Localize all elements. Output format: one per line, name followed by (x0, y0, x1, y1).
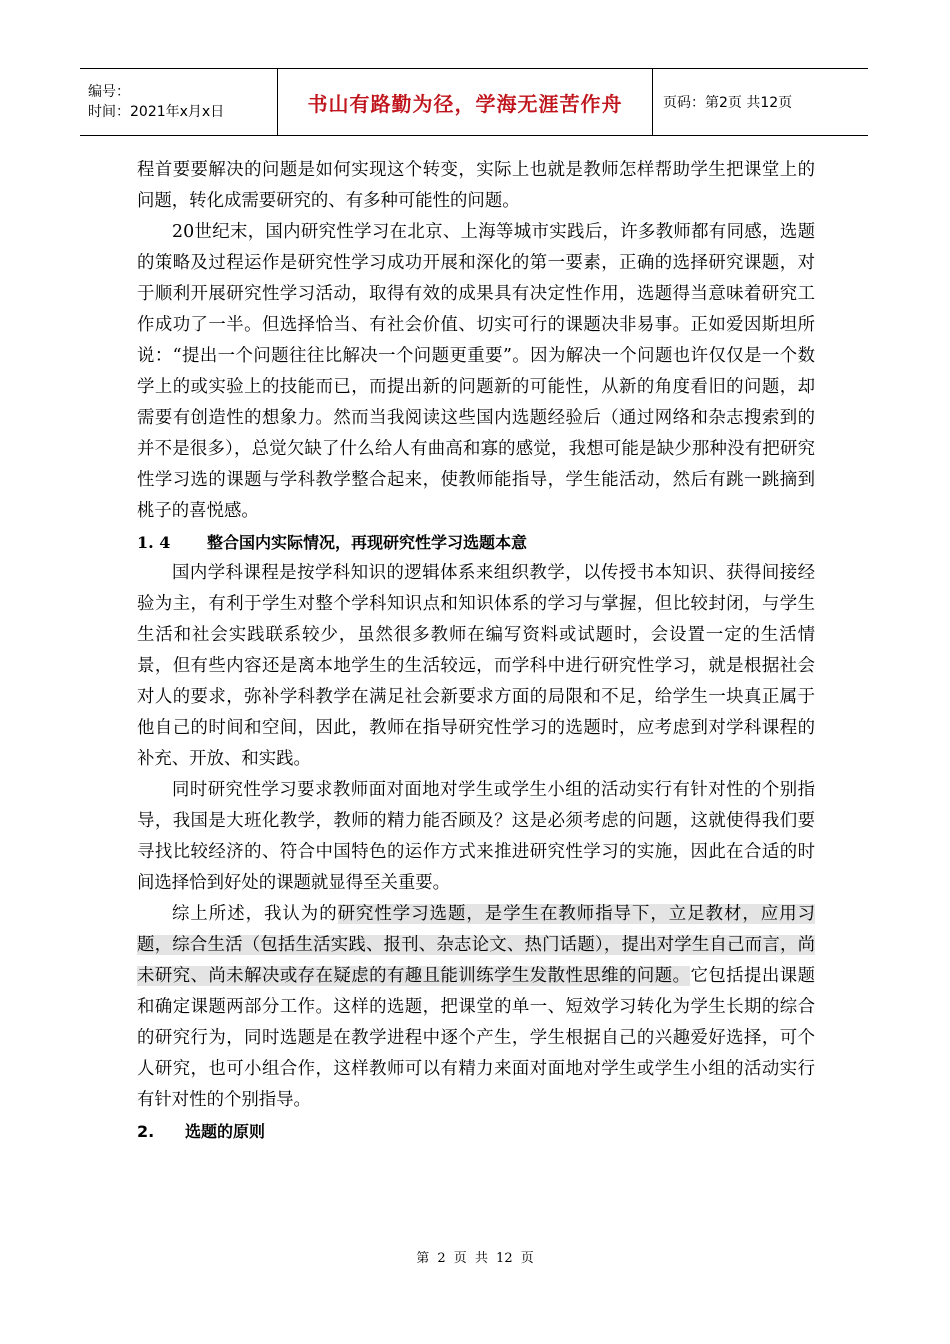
header-meta (80, 69, 278, 135)
section-number: 1. 4 (137, 533, 171, 552)
page-footer: 第 2 页 共 12 页 (416, 1251, 534, 1266)
section-number: 2. (137, 1122, 155, 1141)
section-title: 整合国内实际情况，再现研究性学习选题本意 (207, 533, 528, 552)
header-motto: 书山有路勤为径，学海无涯苦作舟 (307, 91, 623, 116)
paragraph-4: 同时研究性学习要求教师面对面地对学生或学生小组的活动实行有针对性的个别指导，我国是大班化教学，教师的精力能否顾及？这是必须考虑的问题，这就使得我们要寻找比较经济的、符合中国特色的运作方式来推进研究性学习的实施，因此在合适的时间选择恰到好处的课题就显得至关重要。 (137, 780, 815, 893)
paragraph-3: 国内学科课程是按学科知识的逻辑体系来组织教学，以传授书本知识、获得间接经验为主，有利于学生对整个学科知识点和知识体系的学习与掌握，但比较封闭，与学生生活和社会实践联系较少，虽然很多教师在编写资料或试题时，会设置一定的生活情景，但有些内容还是离本地学生的生活较远，而学科中进行研究性学习，就是根据社会对人的要求，弥补学科教学在满足社会新要求方面的局限和不足，给学生一块真正属于他自己的时间和空间，因此，教师在指导研究性学习的选题时，应考虑到对学科课程的补充、开放、和实践。 (137, 563, 815, 769)
paragraph-5 (137, 899, 815, 1116)
document-body (137, 155, 815, 1147)
highlighted-definition: 研究性学习选题，是学生在教师指导下，立足教材，应用习题，综合生活（包括生活实践、报刊、杂志论文、热门话题），提出对学生自己而言，尚未研究、尚未解决或存在疑虑的有趣且能训练学生发散性思维的问题。 (137, 904, 815, 986)
paragraph-1: 程首要要解决的问题是如何实现这个转变，实际上也就是教师怎样帮助学生把课堂上的问题，转化成需要研究的、有多种可能性的问题。 (137, 160, 815, 211)
section-title: 选题的原则 (185, 1122, 266, 1141)
header-page-info-cell (653, 69, 868, 135)
paragraph-5-intro: 综上所述，我认为的 (172, 904, 338, 924)
header-code: 编号： (88, 84, 130, 100)
header-motto-cell (278, 69, 653, 135)
page-header (80, 68, 868, 136)
header-time: 时间：2021年x月x日 (88, 104, 225, 120)
paragraph-5-rest: 它包括提出课题和确定课题两部分工作。这样的选题，把课堂的单一、短效学习转化为学生长期的综合的研究行为，同时选题是在教学进程中逐个产生，学生根据自己的兴趣爱好选择，可个人研究，也可小组合作，这样教师可以有精力来面对面地对学生或学生小组的活动实行有针对性的个别指导。 (137, 966, 815, 1110)
paragraph-2: 20世纪末，国内研究性学习在北京、上海等城市实践后，许多教师都有同感，选题的策略及过程运作是研究性学习成功开展和深化的第一要素，正确的选择研究课题，对于顺利开展研究性学习活动，取得有效的成果具有决定性作用，选题得当意味着研究工作成功了一半。但选择恰当、有社会价值、切实可行的课题决非易事。正如爱因斯坦所说：“提出一个问题往往比解决一个问题更重要”。因为解决一个问题也许仅仅是一个数学上的或实验上的技能而已，而提出新的问题新的可能性，从新的角度看旧的问题，却需要有创造性的想象力。然而当我阅读这些国内选题经验后（通过网络和杂志搜索到的并不是很多），总觉欠缺了什么给人有曲高和寡的感觉，我想可能是缺少那种没有把研究性学习选的课题与学科教学整合起来，使教师能指导，学生能活动，然后有跳一跳摘到桃子的喜悦感。 (137, 222, 815, 521)
section-heading-1-4 (137, 527, 815, 558)
header-page-info: 页码：第2页 共12页 (663, 95, 793, 111)
section-heading-2 (137, 1116, 815, 1147)
